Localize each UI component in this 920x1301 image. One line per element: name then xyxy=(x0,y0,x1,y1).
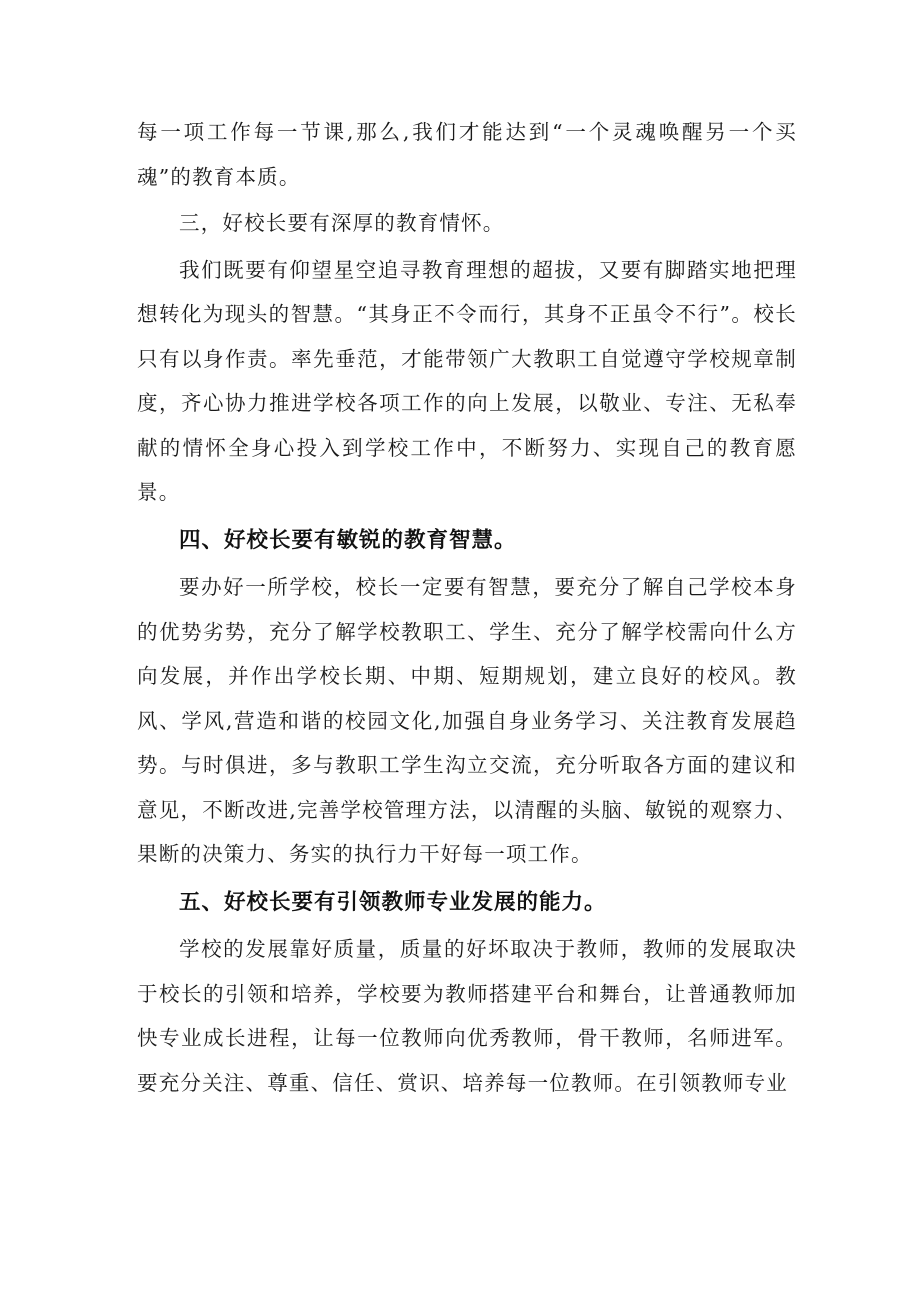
paragraph-education-wisdom: 要办好一所学校，校长一定要有智慧，要充分了解自己学校本身的优势劣势，充分了解学校教职工、学生、充分了解学校需向什么方向发展，并作出学校长期、中期、短期规划，建立良好的校风。教风、学风,营造和谐的校园文化,加强自身业务学习、关注教育发展趋势。与时俱进，多与教职工学生沟立交流，充分听取各方面的建议和意见，不断改进,完善学校管理方法，以清醒的头脑、敏锐的观察力、果断的决策力、务实的执行力干好每一项工作。 xyxy=(137,575,797,866)
paragraph-teacher-development: 学校的发展靠好质量，质量的好坏取决于教师，教师的发展取决于校长的引领和培养，学校要为教师搭建平台和舞台，让普通教师加快专业成长进程，让每一位教师向优秀教师，骨干教师，名师进军。要充分关注、尊重、信任、赏识、培养每一位教师。在引领教师专业 xyxy=(137,937,797,1095)
heading-five: 五、好校长要有引领教师专业发展的能力。 xyxy=(179,889,607,915)
paragraph-continuation: 每一项工作每一节课,那么,我们才能达到“一个灵魂唤醒另一个买魂”的教育本质。 xyxy=(137,120,797,189)
heading-four: 四、好校长要有敏锐的教育智慧。 xyxy=(179,527,517,553)
subheading-three: 三，好校长要有深厚的教育情怀。 xyxy=(179,211,505,235)
document-page xyxy=(137,110,797,1105)
paragraph-education-feeling: 我们既要有仰望星空追寻教育理想的超拔，又要有脚踏实地把理想转化为现头的智慧。“其身正不令而行，其身不正虽令不行”。校长只有以身作责。率先垂范，才能带领广大教职工自觉遵守学校规章制度，齐心协力推进学校各项工作的向上发展，以敬业、专注、无私奉献的情怀全身心投入到学校工作中，不断努力、实现自己的教育愿景。 xyxy=(137,257,797,504)
